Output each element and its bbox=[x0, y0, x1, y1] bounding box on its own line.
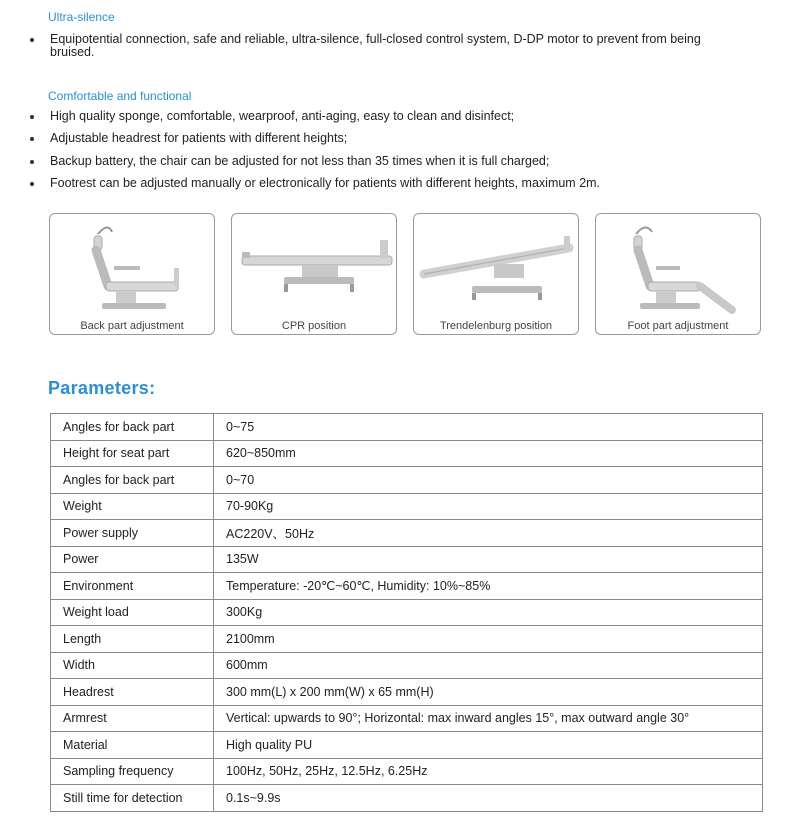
table-row bbox=[51, 414, 763, 441]
bullet-item bbox=[30, 33, 750, 61]
param-value: 0.1s~9.9s bbox=[214, 785, 763, 812]
table-row bbox=[51, 440, 763, 467]
parameters-table bbox=[50, 413, 763, 812]
param-value: 135W bbox=[214, 546, 763, 573]
chair-trendelenburg-illustration bbox=[414, 214, 578, 318]
param-value: AC220V、50Hz bbox=[214, 520, 763, 547]
param-name: Power supply bbox=[51, 520, 214, 547]
table-row bbox=[51, 546, 763, 573]
position-caption: Trendelenburg position bbox=[439, 320, 553, 332]
parameters-title: Parameters: bbox=[48, 378, 156, 398]
table-row bbox=[51, 599, 763, 626]
bullet-text: Equipotential connection, safe and reliable, ultra-silence, full-closed control system, D-DP motor to prevent from being bruised. bbox=[50, 32, 701, 59]
table-row bbox=[51, 785, 763, 812]
chair-cpr-illustration bbox=[232, 214, 396, 318]
position-caption: CPR position bbox=[281, 320, 347, 332]
section-title-ultra-silence: Ultra-silence bbox=[48, 10, 115, 24]
bullet-dot bbox=[30, 115, 34, 119]
param-value: 0~70 bbox=[214, 467, 763, 494]
bullet-item bbox=[30, 132, 750, 146]
bullet-dot bbox=[30, 38, 34, 42]
param-name: Material bbox=[51, 732, 214, 759]
param-value: 2100mm bbox=[214, 626, 763, 653]
position-card-cpr bbox=[231, 213, 397, 335]
position-caption: Foot part adjustment bbox=[627, 320, 729, 332]
param-name: Sampling frequency bbox=[51, 758, 214, 785]
position-card-foot bbox=[595, 213, 761, 335]
position-card-back bbox=[49, 213, 215, 335]
table-row bbox=[51, 520, 763, 547]
bullet-text: Footrest can be adjusted manually or electronically for patients with different heights, maximum 2m. bbox=[50, 176, 601, 190]
bullet-text: Adjustable headrest for patients with different heights; bbox=[50, 131, 348, 145]
param-name: Height for seat part bbox=[51, 440, 214, 467]
bullet-dot bbox=[30, 160, 34, 164]
param-name: Weight bbox=[51, 493, 214, 520]
param-name: Still time for detection bbox=[51, 785, 214, 812]
param-name: Length bbox=[51, 626, 214, 653]
table-row bbox=[51, 573, 763, 600]
param-value: 600mm bbox=[214, 652, 763, 679]
param-name: Armrest bbox=[51, 705, 214, 732]
param-value: Temperature: -20℃~60℃, Humidity: 10%~85% bbox=[214, 573, 763, 600]
table-row bbox=[51, 758, 763, 785]
param-value: 100Hz, 50Hz, 25Hz, 12.5Hz, 6.25Hz bbox=[214, 758, 763, 785]
param-value: 300Kg bbox=[214, 599, 763, 626]
bullet-dot bbox=[30, 137, 34, 141]
chair-foot-adjust-illustration bbox=[596, 214, 760, 318]
param-name: Angles for back part bbox=[51, 414, 214, 441]
bullet-item bbox=[30, 155, 750, 169]
table-row bbox=[51, 493, 763, 520]
param-value: Vertical: upwards to 90°; Horizontal: max inward angles 15°, max outward angle 30° bbox=[214, 705, 763, 732]
param-name: Power bbox=[51, 546, 214, 573]
param-name: Width bbox=[51, 652, 214, 679]
param-value: 0~75 bbox=[214, 414, 763, 441]
param-name: Environment bbox=[51, 573, 214, 600]
position-card-trendelenburg bbox=[413, 213, 579, 335]
param-name: Angles for back part bbox=[51, 467, 214, 494]
table-row bbox=[51, 652, 763, 679]
position-caption: Back part adjustment bbox=[80, 320, 184, 332]
table-row bbox=[51, 679, 763, 706]
table-row bbox=[51, 626, 763, 653]
bullet-text: High quality sponge, comfortable, wearproof, anti-aging, easy to clean and disinfect; bbox=[50, 109, 515, 123]
param-value: High quality PU bbox=[214, 732, 763, 759]
param-name: Headrest bbox=[51, 679, 214, 706]
param-value: 620~850mm bbox=[214, 440, 763, 467]
bullet-item bbox=[30, 177, 750, 191]
bullet-text: Backup battery, the chair can be adjusted for not less than 35 times when it is full charged; bbox=[50, 154, 550, 168]
table-row bbox=[51, 705, 763, 732]
chair-back-adjust-illustration bbox=[50, 214, 214, 318]
table-row bbox=[51, 732, 763, 759]
section-title-comfortable: Comfortable and functional bbox=[48, 89, 192, 103]
bullet-dot bbox=[30, 182, 34, 186]
param-value: 300 mm(L) x 200 mm(W) x 65 mm(H) bbox=[214, 679, 763, 706]
param-value: 70-90Kg bbox=[214, 493, 763, 520]
bullet-item bbox=[30, 110, 750, 124]
param-name: Weight load bbox=[51, 599, 214, 626]
table-row bbox=[51, 467, 763, 494]
